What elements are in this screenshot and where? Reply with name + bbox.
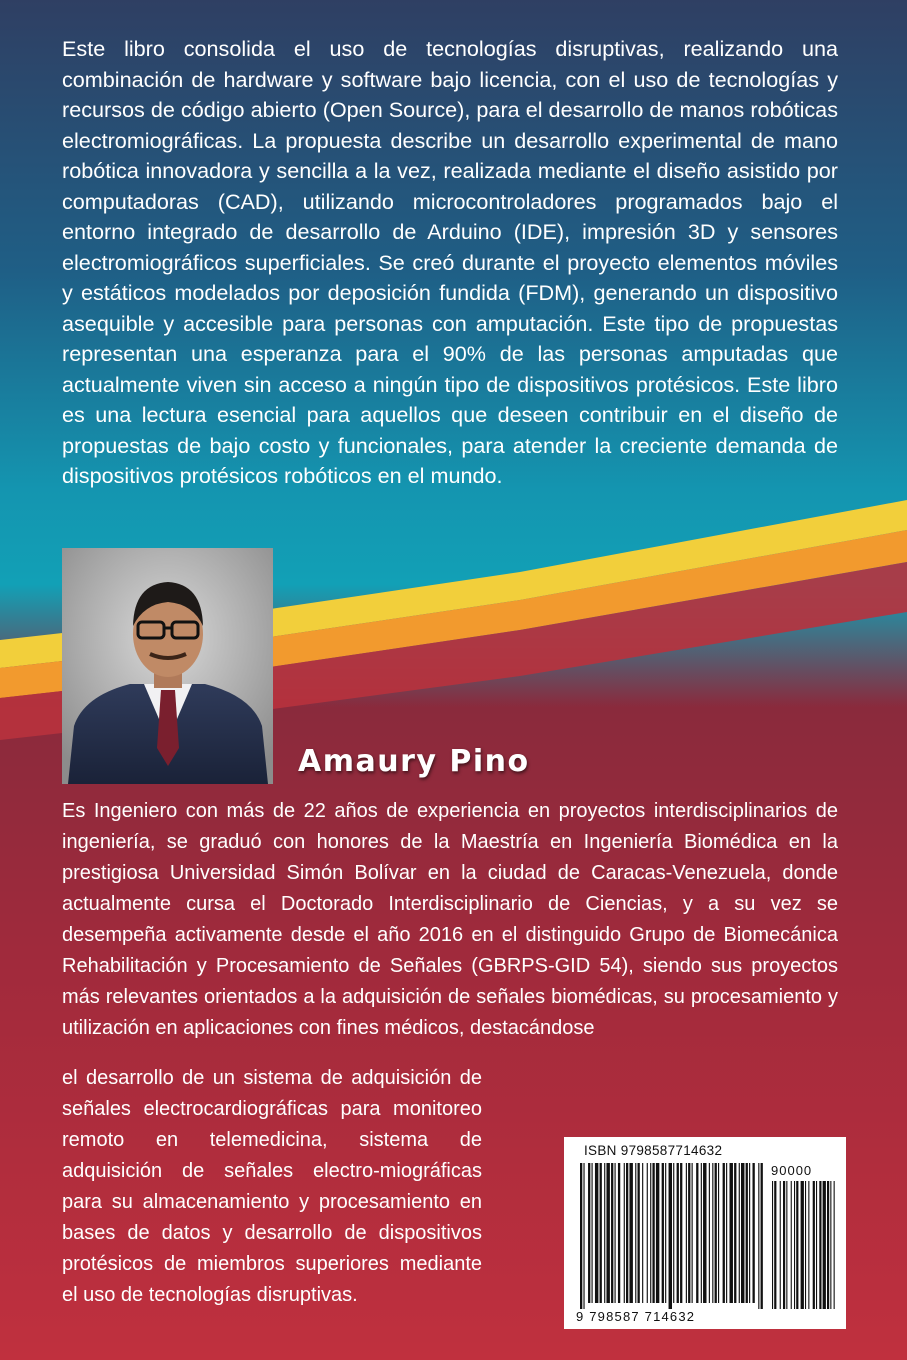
barcode-addon-bar [816,1181,817,1309]
barcode-bar [604,1163,605,1303]
barcode-bar [592,1163,593,1303]
barcode-bar [749,1163,750,1303]
barcode-bar [715,1163,717,1303]
barcode-bar [761,1163,763,1309]
barcode-bar [611,1163,613,1303]
barcode-bar [753,1163,755,1303]
barcode-bar [624,1163,625,1303]
barcode-bar [618,1163,620,1303]
barcode-addon-bar [774,1181,776,1309]
barcode-bar [635,1163,636,1303]
barcode-bar [665,1163,666,1303]
barcode [576,1163,838,1309]
barcode-bar [712,1163,713,1303]
author-photo [62,548,273,784]
barcode-addon-bar [786,1181,787,1309]
barcode-bar [600,1163,602,1303]
barcode-bar [734,1163,736,1303]
barcode-bar [638,1163,640,1303]
barcode-digits: 9 798587 714632 [576,1309,696,1324]
barcode-bar [652,1163,654,1303]
barcode-bar [746,1163,748,1303]
barcode-bar [606,1163,609,1303]
barcode-bar [673,1163,674,1303]
barcode-bar [686,1163,687,1303]
barcode-bar [692,1163,693,1303]
barcode-bar [696,1163,698,1303]
barcode-bar [615,1163,616,1303]
barcode-bar [688,1163,690,1303]
barcode-addon-bar [805,1181,806,1309]
barcode-addon-bar [813,1181,815,1309]
barcode-bar [739,1163,740,1303]
barcode-box [564,1137,846,1329]
barcode-bar [726,1163,727,1303]
author-bio-narrow: el desarrollo de un sistema de adquisición de señales electrocardiográficas para monitoreo remoto en telemedicina, sistema de adquisición de señales electro-miográficas para su almacenamiento y procesamiento en bases de datos y desarrollo de dispositivos protésicos de miembros superiores mediante el uso de tecnologías disruptivas. [62,1067,482,1306]
barcode-bar [650,1163,651,1303]
barcode-addon-bar [823,1181,826,1309]
barcode-addon-bar [794,1181,795,1309]
barcode-bar [595,1163,598,1303]
barcode-addon-bar [791,1181,792,1309]
barcode-bar [701,1163,702,1303]
barcode-addon-bar [796,1181,798,1309]
barcode-bar [580,1163,582,1309]
barcode-bar [647,1163,648,1303]
book-description: Este libro consolida el uso de tecnologías disruptivas, realizando una combinación de hardware y software bajo licencia, con el uso de tecnologías y recursos de código abierto (Open Source), para el desarrollo de manos robóticas electromiográficas. La propuesta describe un desarrollo experimental de mano robótica innovadora y sencilla a la vez, realizada mediante el diseño asistido por computadoras (CAD), utilizando microcontroladores programados bajo el entorno integrado de desarrollo de Arduino (IDE), impresión 3D y sensores electromiográficos superficiales. Se creó durante el proyecto elementos móviles y estáticos modelados por deposición fundida (FDM), generando un dispositivo asequible y accesible para personas con amputación. Este tipo de propuestas representan una esperanza para el 90% de las personas amputadas que actualmente viven sin acceso a ningún tipo de dispositivos protésicos. Este libro es una lectura esencial para aquellos que deseen contribuir en el diseño de propuestas de bajo costo y funcionales, para atender la creciente demanda de dispositivos protésicos robóticos en el mundo. [62,36,838,488]
barcode-addon-bar [801,1181,804,1309]
barcode-bar [642,1163,643,1303]
barcode-bar [703,1163,706,1303]
barcode-addon-bar [783,1181,785,1309]
barcode-addon-bar [827,1181,829,1309]
isbn-label: ISBN 9798587714632 [584,1143,723,1158]
barcode-addon-bar [772,1181,773,1309]
barcode-bar [741,1163,744,1303]
barcode-bar [680,1163,682,1303]
barcode-bar [718,1163,719,1303]
barcode-bar [583,1163,584,1309]
barcode-bar [629,1163,632,1303]
author-name: Amaury Pino [298,744,530,779]
barcode-addon-bar [780,1181,781,1309]
barcode-bar [677,1163,679,1303]
barcode-bar [588,1163,590,1303]
barcode-bar [758,1163,759,1309]
barcode-bar [662,1163,664,1303]
barcode-bar [709,1163,710,1303]
barcode-price-code: 90000 [771,1163,813,1178]
barcode-bar [656,1163,659,1303]
barcode-bar [730,1163,733,1303]
barcode-bar [626,1163,628,1303]
barcode-addon-bar [834,1181,835,1309]
barcode-addon-bar [819,1181,821,1309]
author-bio-wide: Es Ingeniero con más de 22 años de experiencia en proyectos interdisciplinarios de ingeniería, se graduó con honores de la Maestría en Ingeniería Biomédica en la prestigiosa Universidad Simón Bolívar en la ciudad de Caracas-Venezuela, donde actualmente cursa el Doctorado Interdisciplinario de Ciencias, y a su vez se desempeña activamente desde el año 2016 en el distinguido Grupo de Biomecánica Rehabilitación y Procesamiento de Señales (GBRPS-GID 54), siendo sus proyectos más relevantes orientados a la adquisición de señales biomédicas, su procesamiento y utilización en aplicaciones con fines médicos, destacándose [62,800,838,1039]
barcode-addon-bar [830,1181,831,1309]
barcode-addon-bar [808,1181,809,1309]
barcode-bar [669,1163,672,1309]
barcode-bar [723,1163,725,1303]
